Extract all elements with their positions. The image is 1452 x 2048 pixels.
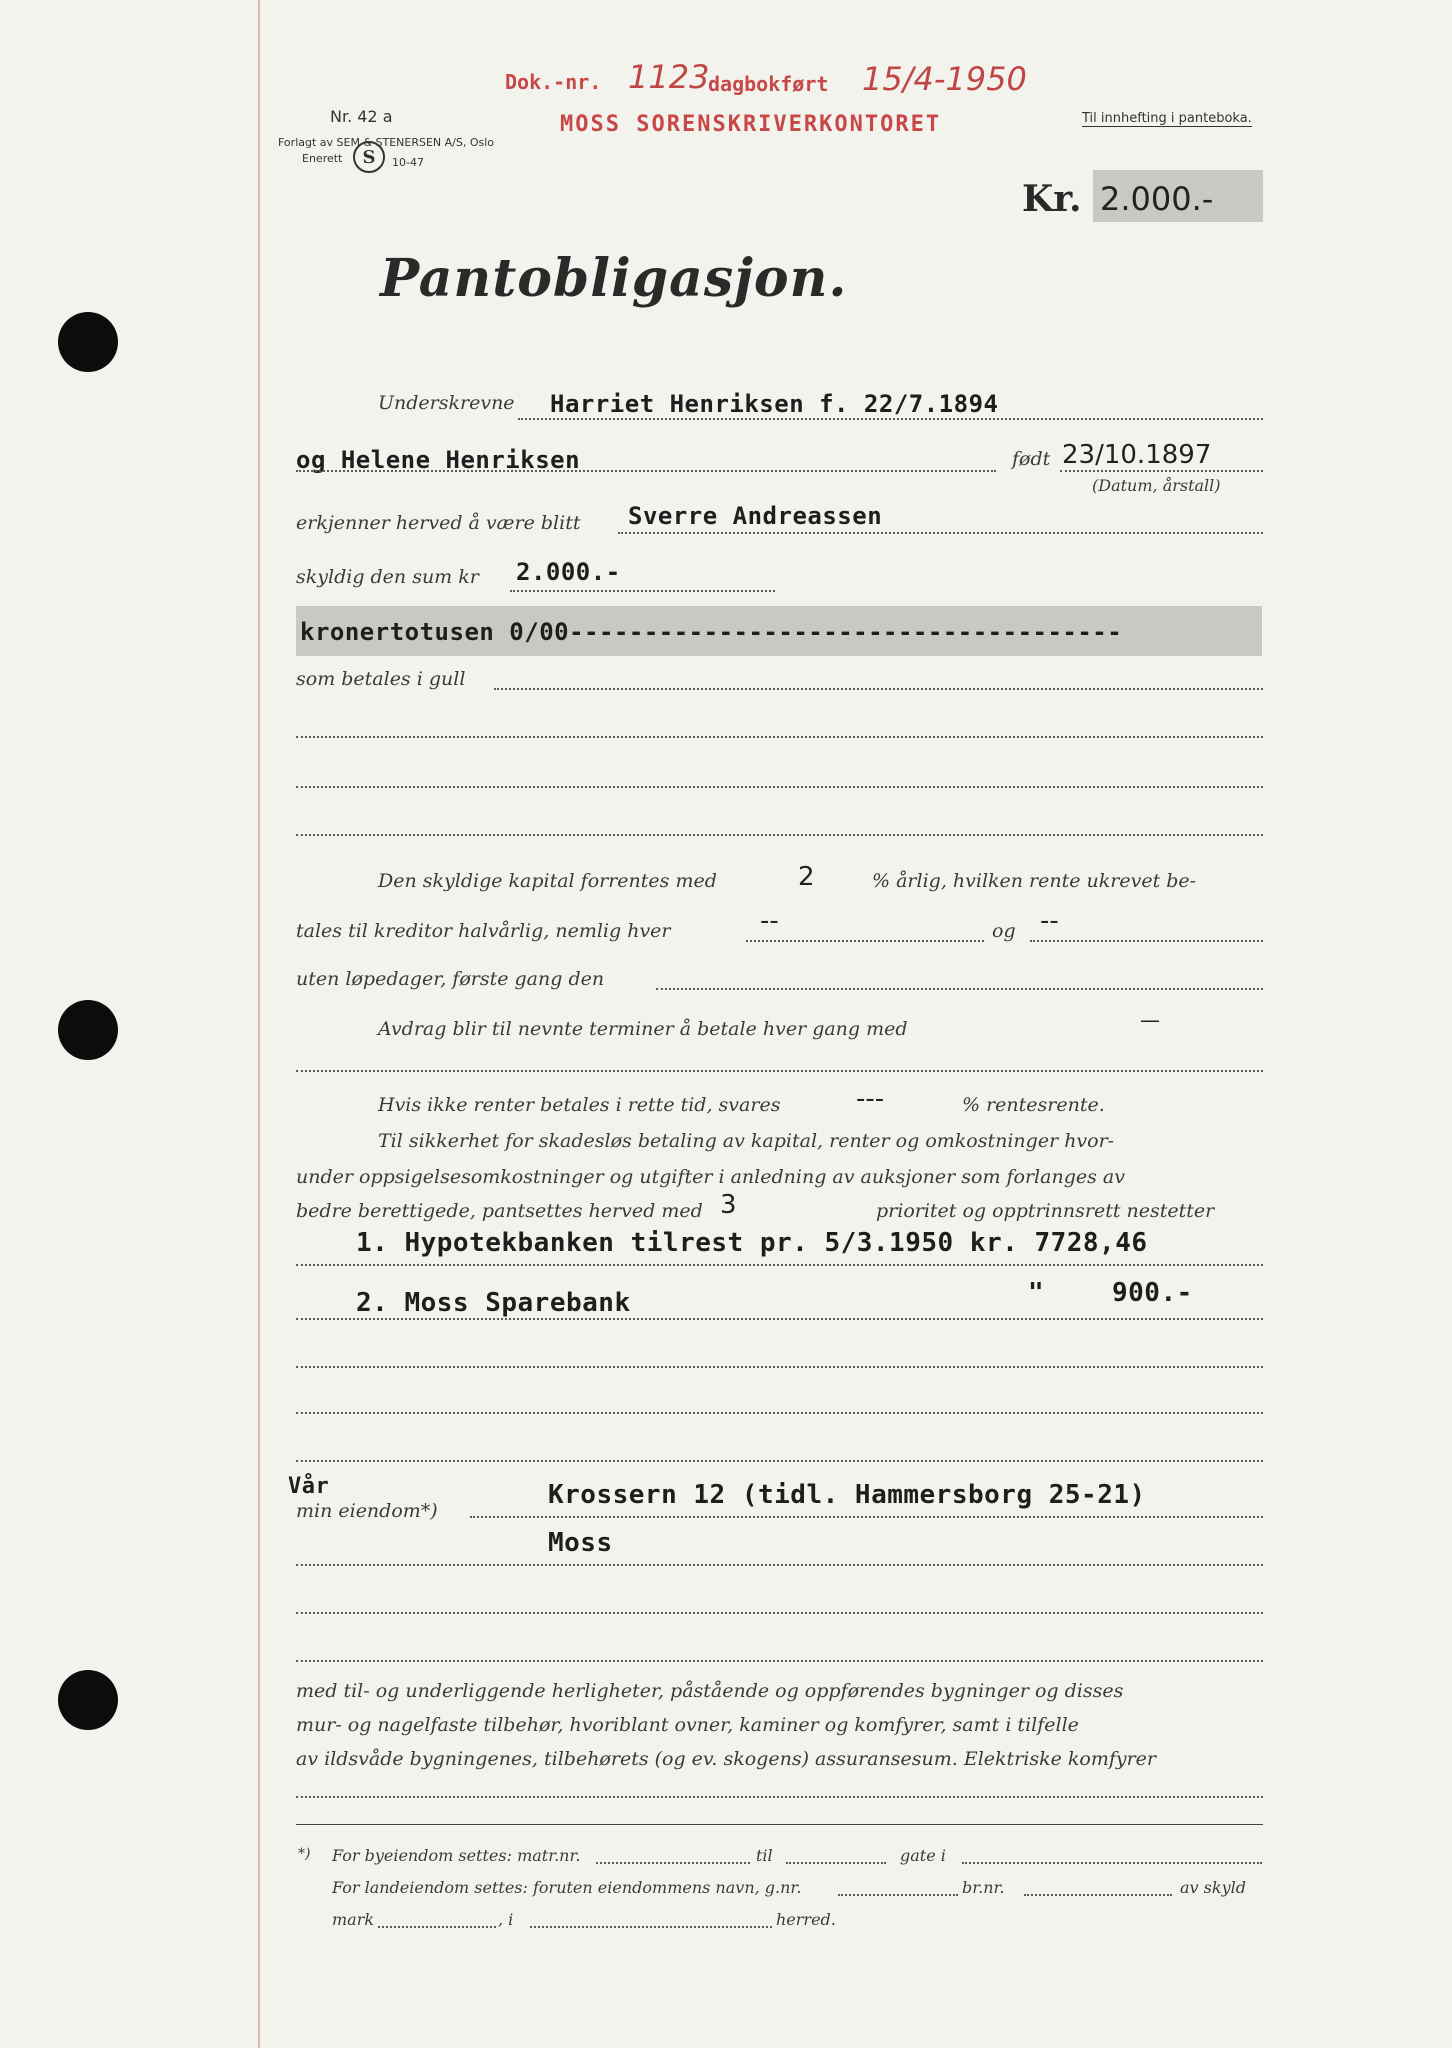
footnote-star: *) xyxy=(298,1846,311,1862)
security-line3-b: prioritet og opptrinnsrett nestetter xyxy=(876,1200,1215,1222)
prior-2-ditto: " xyxy=(1028,1278,1045,1308)
property-value-1: Krossern 12 (tidl. Hammersborg 25-21) xyxy=(548,1480,1146,1510)
erkjenner-value: Sverre Andreassen xyxy=(628,502,883,530)
footnote-line2-b: br.nr. xyxy=(962,1878,1005,1897)
stamp-dok-label: Dok.-nr. xyxy=(505,70,602,94)
interest-dash2: -- xyxy=(1040,906,1059,936)
erkjenner-label: erkjenner herved å være blitt xyxy=(296,512,581,534)
underskrevne-label: Underskrevne xyxy=(378,392,515,414)
avdrag-label: Avdrag blir til nevnte terminer å betale hver gang med xyxy=(378,1018,908,1040)
underskrevne-value: Harriet Henriksen f. 22/7.1894 xyxy=(550,390,999,418)
interest-rate: 2 xyxy=(798,862,815,892)
footnote-line3-b: , i xyxy=(498,1910,514,1929)
footnote-rule xyxy=(296,1824,1263,1825)
fodt-label: født xyxy=(1012,448,1051,470)
security-line1: Til sikkerhet for skadesløs betaling av kapital, renter og omkostninger hvor- xyxy=(378,1130,1115,1152)
punch-hole xyxy=(58,1000,118,1060)
stamp-office: MOSS SORENSKRIVERKONTORET xyxy=(560,112,942,137)
dagbok-date: 15/4-1950 xyxy=(862,60,1027,98)
closing-line3: av ildsvåde bygningenes, tilbehørets (og ev. skogens) assuransesum. Elektriske komfyrer xyxy=(296,1748,1157,1770)
amount-words-value: kronertotusen 0/00------------------------------------- xyxy=(300,618,1123,646)
interest-line3: uten løpedager, første gang den xyxy=(296,968,605,990)
interest-dash1: -- xyxy=(760,906,779,936)
betales-label: som betales i gull xyxy=(296,668,466,690)
footnote-line1-b: til xyxy=(756,1846,773,1865)
stamp-dagbokfort-label: dagbokført xyxy=(708,72,829,96)
second-name-value: og Helene Henriksen xyxy=(296,446,581,474)
svg-text:S: S xyxy=(362,147,376,168)
hvis-dash: --- xyxy=(856,1084,885,1114)
prior-2: 2. Moss Sparebank xyxy=(356,1288,631,1318)
property-label: min eiendom*) xyxy=(296,1500,438,1522)
form-number: Nr. 42 a xyxy=(330,107,393,126)
footnote-line3-c: herred. xyxy=(776,1910,836,1929)
interest-line1-a: Den skyldige kapital forrentes med xyxy=(378,870,717,892)
fodt-value: 23/10.1897 xyxy=(1062,440,1212,470)
footnote-line1-a: For byeiendom settes: matr.nr. xyxy=(332,1846,581,1865)
interest-og: og xyxy=(992,920,1016,942)
security-line2: under oppsigelsesomkostninger og utgifter i anledning av auksjoner som forlanges av xyxy=(296,1166,1125,1188)
hvis-label-a: Hvis ikke renter betales i rette tid, svares xyxy=(378,1094,781,1116)
avdrag-dash: — xyxy=(1140,1008,1160,1032)
footnote-line2-a: For landeiendom settes: foruten eiendommens navn, g.nr. xyxy=(332,1878,802,1897)
skyldig-value: 2.000.- xyxy=(516,558,621,586)
security-priority: 3 xyxy=(720,1190,737,1220)
footnote-line3-a: mark xyxy=(332,1910,375,1929)
property-var: Vår xyxy=(288,1474,330,1499)
property-value-2: Moss xyxy=(548,1528,613,1558)
dok-number: 1123 xyxy=(628,58,710,96)
footnote-line1-c: gate i xyxy=(900,1846,946,1865)
document-title: Pantobligasjon. xyxy=(380,248,848,309)
kr-label: Kr. xyxy=(1022,178,1082,220)
interest-line2-a: tales til kreditor halvårlig, nemlig hver xyxy=(296,920,671,942)
skyldig-label: skyldig den sum kr xyxy=(296,566,479,588)
note-right: Til innhefting i panteboka. xyxy=(1082,111,1252,126)
interest-line1-b: % årlig, hvilken rente ukrevet be- xyxy=(872,870,1197,892)
publisher-date: 10-47 xyxy=(392,156,424,169)
punch-hole xyxy=(58,1670,118,1730)
prior-2-amount: 900.- xyxy=(1112,1278,1193,1308)
hvis-label-b: % rentesrente. xyxy=(962,1094,1105,1116)
margin-line xyxy=(258,0,260,2048)
publisher-line: Forlagt av SEM & STENERSEN A/S, Oslo xyxy=(278,136,495,149)
publisher-logo-icon xyxy=(352,140,386,174)
footnote-line2-c: av skyld xyxy=(1180,1878,1246,1897)
datum-label: (Datum, årstall) xyxy=(1092,476,1221,495)
security-line3-a: bedre berettigede, pantsettes herved med xyxy=(296,1200,703,1222)
publisher-enerett: Enerett xyxy=(302,152,343,165)
prior-1: 1. Hypotekbanken tilrest pr. 5/3.1950 kr. 7728,46 xyxy=(356,1228,1148,1258)
closing-line2: mur- og nagelfaste tilbehør, hvoriblant ovner, kaminer og komfyrer, samt i tilfelle xyxy=(296,1714,1079,1736)
closing-line1: med til- og underliggende herligheter, påstående og oppførendes bygninger og disses xyxy=(296,1680,1124,1702)
punch-hole xyxy=(58,312,118,372)
kr-value: 2.000.- xyxy=(1100,180,1214,218)
